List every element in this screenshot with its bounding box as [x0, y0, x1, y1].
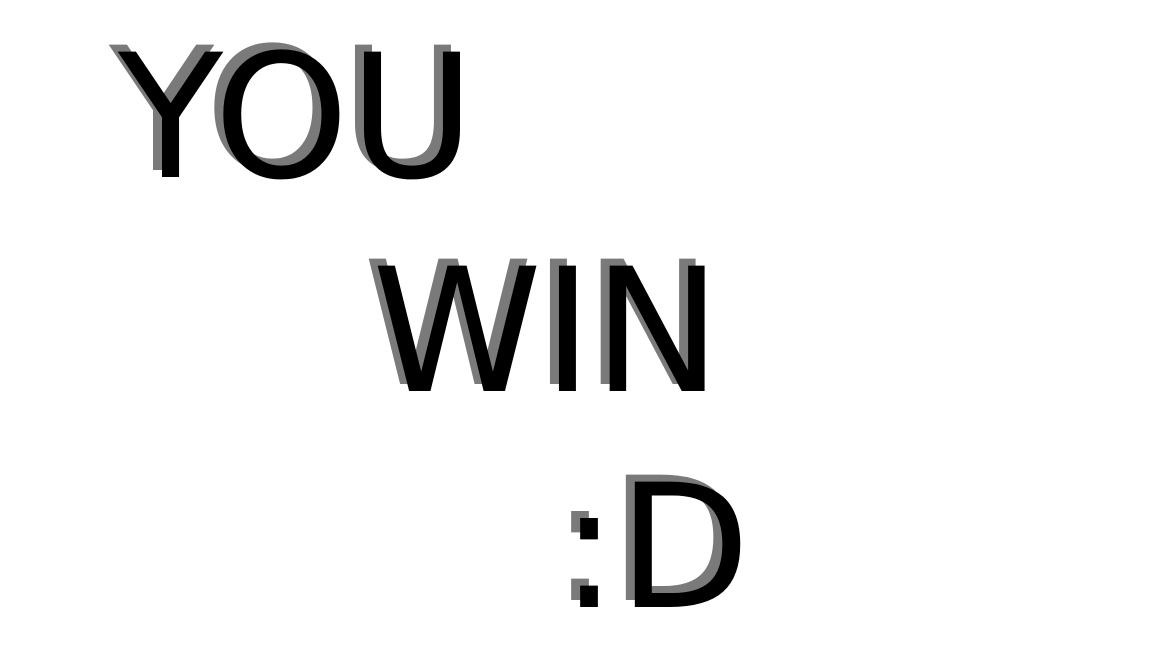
win-message-smiley: :D	[560, 447, 751, 648]
win-message-win: WIN	[372, 231, 722, 432]
win-message-you: YOU	[118, 17, 475, 218]
